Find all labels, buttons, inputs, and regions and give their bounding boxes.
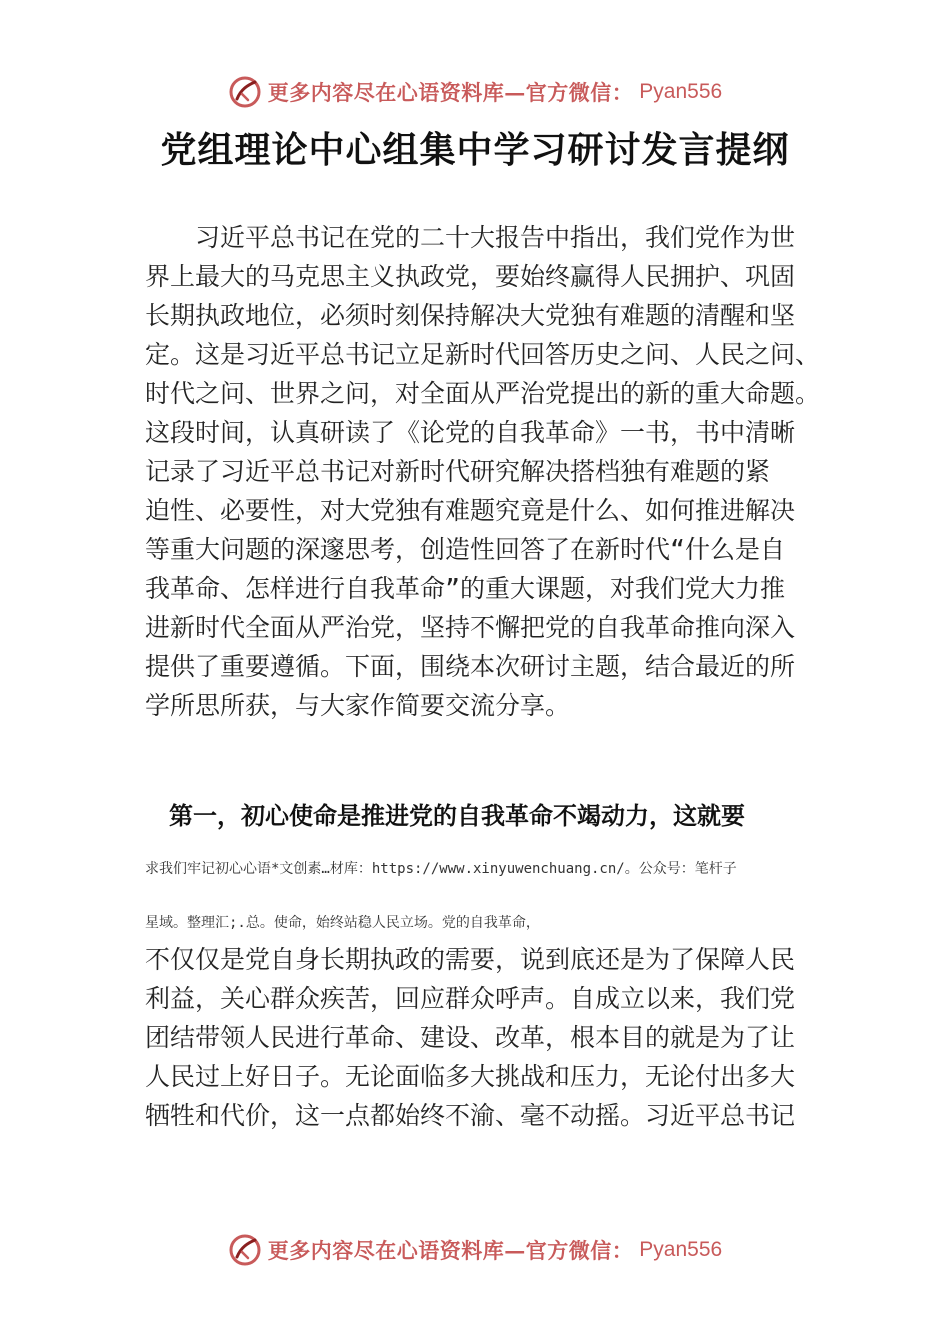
section-heading-1: 第一，初心使命是推进党的自我革命不竭动力，这就要 <box>145 802 745 830</box>
text-line: 利益，关心群众疾苦，回应群众呼声。自成立以来，我们党 <box>145 984 796 1013</box>
watermark-footer <box>0 1230 950 1270</box>
text-line: 记录了习近平总书记对新时代研究解决搭档独有难题的紧 <box>145 457 771 486</box>
text-line: 界上最大的马克思主义执政党，要始终赢得人民拥护、巩固 <box>145 262 796 291</box>
brush-logo-icon <box>228 1233 262 1267</box>
watermark-header <box>0 72 950 112</box>
text-line: 迫性、必要性，对大党独有难题究竟是什么、如何推进解决 <box>145 496 796 525</box>
text-line: 进新时代全面从严治党，坚持不懈把党的自我革命推向深入 <box>145 613 796 642</box>
text-line: 提供了重要遵循。下面，围绕本次研讨主题，结合最近的所 <box>145 652 796 681</box>
text-line: 不仅仅是党自身长期执政的需要，说到底还是为了保障人民 <box>145 945 796 974</box>
watermark-wechat-id: Pyan556 <box>639 1238 723 1261</box>
document-title: 党组理论中心组集中学习研讨发言提纲 <box>160 129 790 171</box>
text-line: 时代之问、世界之问，对全面从严治党提出的新的重大命题。 <box>145 379 821 408</box>
text-line: 习近平总书记在党的二十大报告中指出，我们党作为世 <box>145 223 796 252</box>
inserted-source-line-1: 求我们牢记初心心语*文创素…材库：https://www.xinyuwenchuang.cn/。公众号：笔杆子 <box>145 861 737 877</box>
text-line: 长期执政地位，必须时刻保持解决大党独有难题的清醒和坚 <box>145 301 796 330</box>
text-line: 团结带领人民进行革命、建设、改革，根本目的就是为了让 <box>145 1023 796 1052</box>
brush-logo-icon <box>228 75 262 109</box>
paragraph-section-1 <box>145 940 813 1135</box>
text-line: 人民过上好日子。无论面临多大挑战和压力，无论付出多大 <box>145 1062 796 1091</box>
inserted-source-line-2: 星域。整理汇;.总。使命，始终站稳人民立场。党的自我革命， <box>145 915 540 931</box>
text-line: 这段时间，认真研读了《论党的自我革命》一书，书中清晰 <box>145 418 796 447</box>
text-line: 等重大问题的深邃思考，创造性回答了在新时代“什么是自 <box>145 535 786 564</box>
text-line: 定。这是习近平总书记立足新时代回答历史之问、人民之问、 <box>145 340 821 369</box>
watermark-text: 更多内容尽在心语资料库—官方微信： <box>267 1238 634 1263</box>
paragraph-intro <box>145 218 821 725</box>
text-line: 我革命、怎样进行自我革命”的重大课题，对我们党大力推 <box>145 574 786 603</box>
watermark-text: 更多内容尽在心语资料库—官方微信： <box>267 80 634 105</box>
text-line: 牺牲和代价，这一点都始终不渝、毫不动摇。习近平总书记 <box>145 1101 796 1130</box>
watermark-wechat-id: Pyan556 <box>639 80 723 103</box>
text-line: 学所思所获，与大家作简要交流分享。 <box>145 691 571 720</box>
